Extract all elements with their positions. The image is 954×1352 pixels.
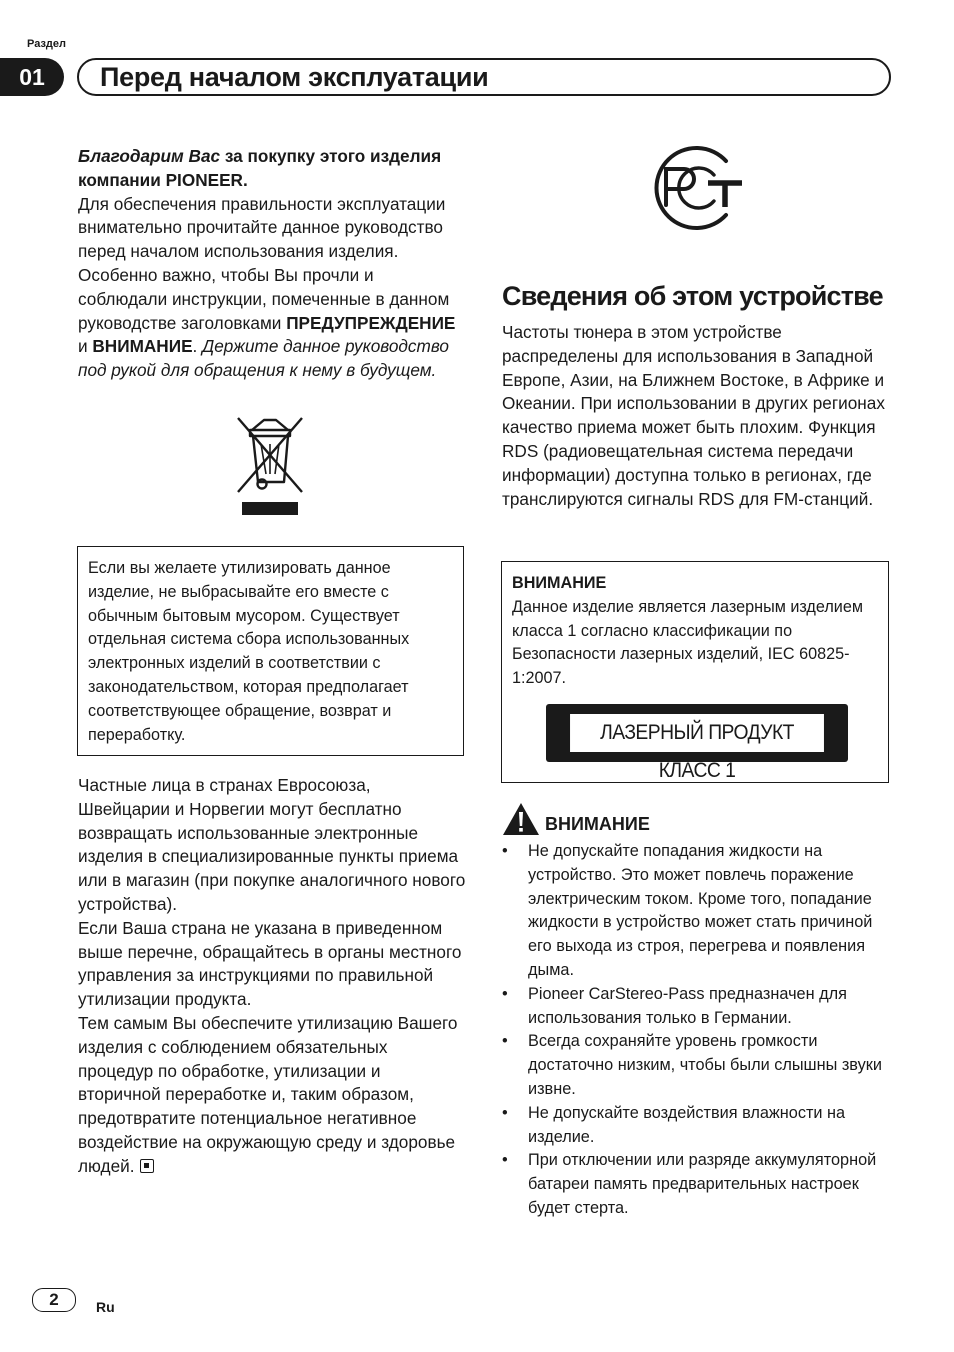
laser-caution-text: Данное изделие является лазерным изделием класса 1 согласно классификации по Безопасности лазерных изделий, IEC 60825-1:2007. xyxy=(512,597,863,688)
intro-text xyxy=(78,145,466,383)
section-title: Перед началом эксплуатации xyxy=(100,62,489,92)
warning-list xyxy=(502,840,894,1221)
intro-warning-word: ПРЕДУПРЕЖДЕНИЕ xyxy=(286,312,456,333)
section-title-pill xyxy=(77,58,891,96)
intro-thanks xyxy=(78,145,466,193)
language-code: Ru xyxy=(96,1299,115,1315)
section-label: Раздел xyxy=(27,38,66,50)
list-item: • Всегда сохраняйте уровень громкости достаточно низким, чтобы были слышны звуки извне. xyxy=(502,1030,894,1101)
intro-body xyxy=(78,193,466,383)
gost-r-certification-icon xyxy=(638,145,750,231)
disposal-notice-box xyxy=(77,546,464,756)
laser-class-label xyxy=(546,704,848,782)
intro-and: и xyxy=(78,336,93,357)
intro-keep-manual: Держите данное руководство под рукой для обращения к нему в будущем. xyxy=(78,336,449,381)
list-item: • Не допускайте попадания жидкости на устройство. Это может повлечь поражение электрическим током. Кроме того, попадание жидкости в устройство может стать причиной его выхода из строя, перегрева и появления дыма. xyxy=(502,840,894,983)
about-device-paragraph: Частоты тюнера в этом устройстве распределены для использования в Западной Европе, Азии, на Ближнем Востоке, в Африке и Океании. При использовании в других регионах качество приема может быть плохим. Функция RDS (радиовещательная система передачи информации) доступна только в регионах, где транслируются сигналы RDS для FM-станций. xyxy=(502,322,885,509)
end-of-section-icon xyxy=(140,1159,154,1173)
about-device-heading: Сведения об этом устройстве xyxy=(502,281,883,311)
laser-class-label-text: ЛАЗЕРНЫЙ ПРОДУКТ КЛАСС 1 xyxy=(570,714,824,752)
list-item: • При отключении или разряде аккумуляторной батареи память предварительных настроек будет стерта. xyxy=(502,1149,894,1220)
intro-caution-word: ВНИМАНИЕ xyxy=(92,336,193,357)
intro-dot: . xyxy=(192,336,203,357)
section-number: 01 xyxy=(0,58,64,96)
thanks-rest: за покупку этого изделия компании PIONEER. xyxy=(78,146,442,190)
list-item: • Не допускайте воздействия влажности на изделие. xyxy=(502,1102,894,1150)
laser-caution-title: ВНИМАНИЕ xyxy=(512,574,607,592)
eu-text-paragraph: Частные лица в странах Евросоюза, Швейцарии и Норвегии могут бесплатно возвращать использованные электронные изделия в специализированные пункты приема или в магазин (при покупке аналогичного нового устройства). xyxy=(78,775,466,914)
about-device-text xyxy=(502,321,890,511)
list-item: • Pioneer CarStereo-Pass предназначен для использования только в Германии. xyxy=(502,983,894,1031)
warning-triangle-icon xyxy=(502,802,540,836)
laser-caution-box xyxy=(501,561,889,783)
disposal-notice-text: Если вы желаете утилизировать данное изделие, не выбрасывайте его вместе с обычным бытовым мусором. Существует отдельная система сбора использованных электронных изделий в соответствии с законодательством, которая предполагает соответствующее обращение, возврат и переработку. xyxy=(88,559,410,744)
intro-body-text: Для обеспечения правильности эксплуатации внимательно прочитайте данное руководство перед началом использования изделия. Особенно важно, чтобы Вы прочли и соблюдали инструкции, помеченные в данном руководстве заголовками xyxy=(78,193,450,333)
page-number: 2 xyxy=(32,1288,76,1312)
eu-text-last: Тем самым Вы обеспечите утилизацию Вашего изделия с соблюдением обязательных процедур по обработке, утилизации и вторичной переработке и, таким образом, предотвратите потенциальное негативное воздействие на окружающую среду и здоровье людей. xyxy=(78,1012,458,1176)
eu-text-paragraph xyxy=(78,1012,466,1179)
thanks-emphasis: Благодарим Вас xyxy=(78,146,221,166)
eu-text-paragraph: Если Ваша страна не указана в приведенном выше перечне, обращайтесь в органы местного управления за инструкциями по правильной утилизации продукта. xyxy=(78,917,462,1010)
warning-heading-text: ВНИМАНИЕ xyxy=(545,814,650,834)
recycle-icon xyxy=(228,412,312,518)
eu-recycling-text xyxy=(78,774,466,1179)
